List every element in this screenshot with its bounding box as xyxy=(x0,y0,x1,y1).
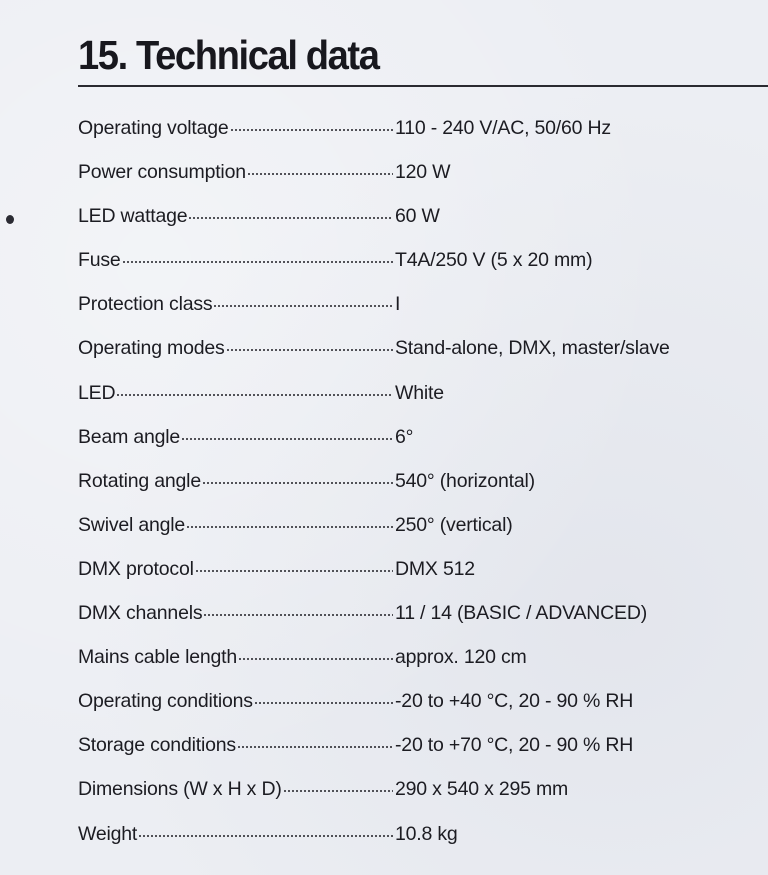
spec-row xyxy=(78,371,758,415)
spec-value: approx. 120 cm xyxy=(395,646,527,669)
dot-leader xyxy=(138,835,393,837)
dot-leader xyxy=(202,482,393,484)
spec-value: 120 W xyxy=(395,161,451,184)
spec-row xyxy=(78,723,758,767)
spec-value: T4A/250 V (5 x 20 mm) xyxy=(395,249,593,272)
spec-label: Power consumption xyxy=(78,150,393,194)
spec-row xyxy=(78,282,758,326)
spec-row xyxy=(78,767,758,811)
dot-leader xyxy=(186,526,393,528)
spec-value: 60 W xyxy=(395,205,440,228)
spec-label: Operating modes xyxy=(78,326,393,370)
dot-leader xyxy=(226,349,393,351)
spec-label: DMX channels xyxy=(78,591,393,635)
spec-label: Operating conditions xyxy=(78,679,393,723)
spec-row xyxy=(78,503,758,547)
spec-row xyxy=(78,635,758,679)
spec-label: LED xyxy=(78,371,393,415)
spec-label: Rotating angle xyxy=(78,459,393,503)
spec-label: LED wattage xyxy=(78,194,393,238)
spec-value: -20 to +70 °C, 20 - 90 % RH xyxy=(395,734,634,757)
dot-leader xyxy=(247,173,393,175)
dot-leader xyxy=(122,261,393,263)
spec-label: Weight xyxy=(78,812,393,856)
margin-dot xyxy=(6,215,14,224)
spec-row xyxy=(78,326,758,370)
spec-row xyxy=(78,106,758,150)
spec-label: Dimensions (W x H x D) xyxy=(78,767,393,811)
spec-label: Mains cable length xyxy=(78,635,393,679)
dot-leader xyxy=(188,217,393,219)
spec-value: White xyxy=(395,381,444,404)
spec-value: 110 - 240 V/AC, 50/60 Hz xyxy=(395,117,611,139)
section-heading: 15. Technical data xyxy=(78,32,379,78)
spec-value: I xyxy=(395,293,401,316)
spec-value: 540° (horizontal) xyxy=(395,469,535,492)
spec-row xyxy=(78,812,758,856)
spec-row xyxy=(78,459,758,503)
spec-row xyxy=(78,547,758,591)
spec-label: Protection class xyxy=(78,282,393,326)
dot-leader xyxy=(254,702,393,704)
dot-leader xyxy=(213,305,393,307)
spec-row xyxy=(78,238,758,282)
spec-label: DMX protocol xyxy=(78,547,393,591)
spec-value: 6° xyxy=(395,425,414,448)
spec-row xyxy=(78,194,758,238)
dot-leader xyxy=(195,570,393,572)
spec-row xyxy=(78,150,758,194)
spec-label: Fuse xyxy=(78,238,393,282)
dot-leader xyxy=(283,790,393,792)
spec-value: 11 / 14 (BASIC / ADVANCED) xyxy=(395,602,647,625)
dot-leader xyxy=(181,438,393,440)
spec-label: Operating voltage xyxy=(78,106,393,150)
spec-label: Storage conditions xyxy=(78,723,393,767)
spec-value: Stand-alone, DMX, master/slave xyxy=(395,337,670,360)
spec-label: Beam angle xyxy=(78,415,393,459)
spec-value: 250° (vertical) xyxy=(395,513,513,536)
dot-leader xyxy=(116,394,393,396)
spec-list xyxy=(78,106,758,856)
heading-rule xyxy=(78,85,768,87)
spec-value: -20 to +40 °C, 20 - 90 % RH xyxy=(395,690,634,713)
spec-row xyxy=(78,679,758,723)
spec-value: DMX 512 xyxy=(395,557,475,580)
dot-leader xyxy=(230,129,393,131)
spec-row xyxy=(78,591,758,635)
spec-value: 10.8 kg xyxy=(395,822,458,845)
spec-value: 290 x 540 x 295 mm xyxy=(395,778,569,801)
spec-row xyxy=(78,415,758,459)
dot-leader xyxy=(237,746,393,748)
spec-label: Swivel angle xyxy=(78,503,393,547)
dot-leader xyxy=(238,658,393,660)
dot-leader xyxy=(203,614,393,616)
